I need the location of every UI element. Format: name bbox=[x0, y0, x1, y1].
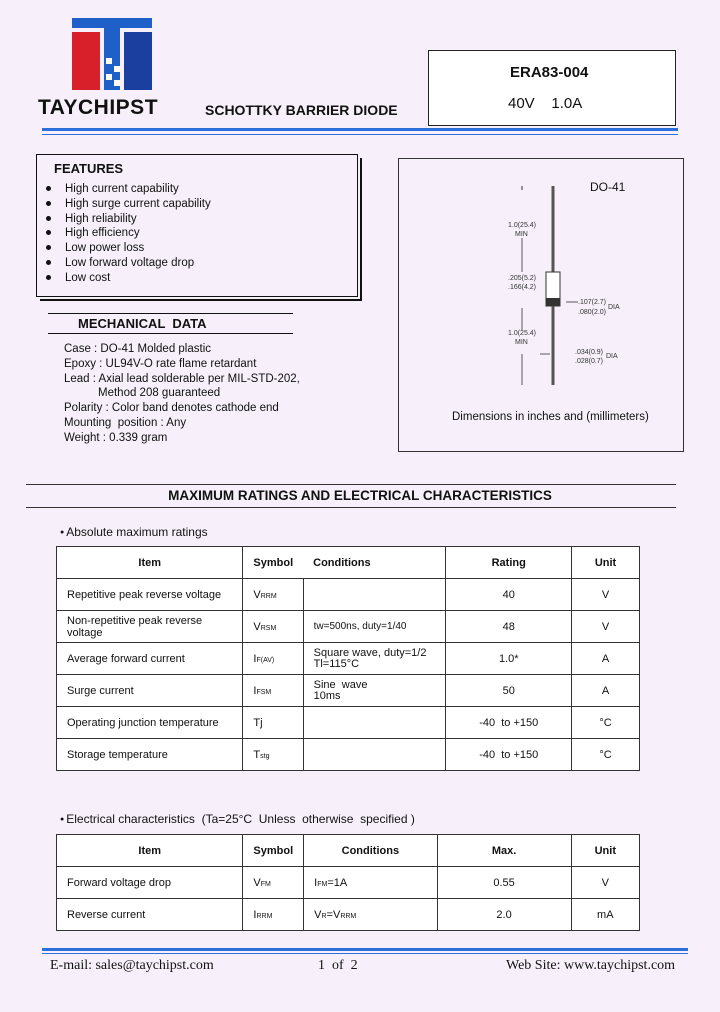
mechanical-line: Epoxy : UL94V-O rate flame retardant bbox=[64, 357, 257, 370]
row-conditions bbox=[303, 707, 446, 739]
elec-table bbox=[56, 834, 640, 931]
row-rating: 50 bbox=[446, 675, 572, 707]
row-unit: °C bbox=[572, 707, 640, 739]
row-conditions bbox=[303, 579, 446, 611]
dim-body-min: .166(4.2) bbox=[508, 284, 537, 291]
row-item: Storage temperature bbox=[57, 739, 243, 771]
section-rule-bottom bbox=[26, 507, 676, 508]
table-row bbox=[57, 579, 640, 611]
col-rating: Rating bbox=[446, 547, 572, 579]
mechanical-list bbox=[64, 342, 300, 446]
table-row bbox=[57, 643, 640, 675]
row-unit: V bbox=[572, 579, 640, 611]
table-row bbox=[57, 739, 640, 771]
dim-lead-bot-min: MIN bbox=[515, 339, 528, 346]
col-symbol: Symbol bbox=[243, 547, 303, 579]
row-conditions: tw=500ns, duty=1/40 bbox=[303, 611, 446, 643]
dim-lead-top: 1.0(25.4) bbox=[508, 222, 537, 229]
feature-item: Low power loss bbox=[44, 241, 211, 256]
row-unit: °C bbox=[572, 739, 640, 771]
row-symbol: Tstg bbox=[243, 739, 303, 771]
section-rule-top bbox=[26, 484, 676, 485]
row-rating: 1.0* bbox=[446, 643, 572, 675]
row-conditions bbox=[303, 739, 446, 771]
table-row bbox=[57, 707, 640, 739]
row-rating: 40 bbox=[446, 579, 572, 611]
dim-body-dia-min: .080(2.0) bbox=[578, 309, 607, 316]
elec-caption: ● Electrical characteristics (Ta=25°C Unless otherwise specified ) bbox=[60, 812, 415, 826]
abs-max-caption: ● Absolute maximum ratings bbox=[60, 525, 208, 539]
part-spec: 40V 1.0A bbox=[508, 95, 583, 112]
dim-body-max: .205(5.2) bbox=[508, 275, 537, 282]
mechanical-line: Weight : 0.339 gram bbox=[64, 431, 168, 444]
feature-item: Low cost bbox=[44, 271, 211, 286]
row-symbol: VRSM bbox=[243, 611, 303, 643]
table-header-row bbox=[57, 547, 640, 579]
row-symbol: Tj bbox=[243, 707, 303, 739]
features-list bbox=[44, 182, 211, 286]
row-unit: V bbox=[571, 867, 639, 899]
product-subtitle: SCHOTTKY BARRIER DIODE bbox=[205, 102, 398, 118]
dim-body-dia-max: .107(2.7) bbox=[578, 299, 607, 306]
row-symbol: IFSM bbox=[243, 675, 303, 707]
row-item: Reverse current bbox=[57, 899, 243, 931]
row-item: Forward voltage drop bbox=[57, 867, 243, 899]
table-row bbox=[57, 611, 640, 643]
mechanical-title: MECHANICAL DATA bbox=[48, 313, 293, 334]
row-rating: -40 to +150 bbox=[446, 739, 572, 771]
row-item: Non-repetitive peak reverse voltage bbox=[57, 611, 243, 643]
col-conditions: Conditions bbox=[304, 835, 437, 867]
feature-item: High efficiency bbox=[44, 226, 211, 241]
table-row bbox=[57, 675, 640, 707]
table-row bbox=[57, 899, 640, 931]
taychipst-logo bbox=[72, 18, 152, 90]
mechanical-line: Mounting position : Any bbox=[64, 416, 187, 429]
row-conditions: IFM=1A bbox=[304, 867, 437, 899]
mechanical-line: Lead : Axial lead solderable per MIL-STD-202, bbox=[64, 372, 300, 385]
row-max: 0.55 bbox=[437, 867, 571, 899]
feature-item: High reliability bbox=[44, 212, 211, 227]
dim-lead-dia-min: .028(0.7) bbox=[575, 358, 604, 365]
row-unit: A bbox=[572, 643, 640, 675]
row-rating: 48 bbox=[446, 611, 572, 643]
col-max: Max. bbox=[437, 835, 571, 867]
row-symbol: IRRM bbox=[243, 899, 304, 931]
dim-body-dia-label: DIA bbox=[608, 304, 620, 311]
header-rule-thin bbox=[42, 134, 678, 135]
mechanical-line: Case : DO-41 Molded plastic bbox=[64, 343, 212, 355]
row-conditions: Sine wave 10ms bbox=[303, 675, 446, 707]
part-number: ERA83-004 bbox=[510, 64, 589, 81]
footer-website: Web Site: www.taychipst.com bbox=[506, 958, 676, 973]
footer-page: 1 of 2 bbox=[318, 958, 358, 973]
features-title: FEATURES bbox=[54, 161, 124, 176]
dimensions-caption: Dimensions in inches and (millimeters) bbox=[452, 411, 649, 423]
row-symbol: IF(AV) bbox=[243, 643, 303, 675]
col-unit: Unit bbox=[571, 835, 639, 867]
row-item: Surge current bbox=[57, 675, 243, 707]
footer-email: E-mail: sales@taychipst.com bbox=[50, 958, 214, 973]
part-number-box bbox=[428, 50, 676, 126]
row-item: Average forward current bbox=[57, 643, 243, 675]
row-rating: -40 to +150 bbox=[446, 707, 572, 739]
abs-max-table bbox=[56, 546, 640, 771]
row-max: 2.0 bbox=[437, 899, 571, 931]
col-unit: Unit bbox=[572, 547, 640, 579]
row-conditions: Square wave, duty=1/2 Tl=115°C bbox=[303, 643, 446, 675]
mechanical-line: Polarity : Color band denotes cathode end bbox=[64, 402, 279, 415]
section-title: MAXIMUM RATINGS AND ELECTRICAL CHARACTERISTICS bbox=[168, 488, 552, 503]
header-rule bbox=[42, 128, 678, 131]
row-conditions: VR=VRRM bbox=[304, 899, 437, 931]
brand-name: TAYCHIPST bbox=[38, 96, 159, 119]
row-symbol: VFM bbox=[243, 867, 304, 899]
footer-rule bbox=[42, 948, 688, 951]
row-symbol: VRRM bbox=[243, 579, 303, 611]
dim-lead-bot: 1.0(25.4) bbox=[508, 330, 537, 337]
row-item: Repetitive peak reverse voltage bbox=[57, 579, 243, 611]
package-name: DO-41 bbox=[590, 180, 626, 194]
feature-item: Low forward voltage drop bbox=[44, 256, 211, 271]
feature-item: High surge current capability bbox=[44, 197, 211, 212]
row-unit: V bbox=[572, 611, 640, 643]
dim-lead-dia-max: .034(0.9) bbox=[575, 349, 604, 356]
table-row bbox=[57, 867, 640, 899]
footer-rule-thin bbox=[42, 953, 688, 954]
mechanical-line: Method 208 guaranteed bbox=[98, 387, 221, 400]
row-item: Operating junction temperature bbox=[57, 707, 243, 739]
col-symbol: Symbol bbox=[243, 835, 304, 867]
table-header-row bbox=[57, 835, 640, 867]
dim-lead-top-min: MIN bbox=[515, 231, 528, 238]
row-unit: A bbox=[572, 675, 640, 707]
feature-item: High current capability bbox=[44, 182, 211, 197]
dim-lead-dia-label: DIA bbox=[606, 353, 618, 360]
col-item: Item bbox=[57, 835, 243, 867]
col-conditions: Conditions bbox=[303, 547, 446, 579]
col-item: Item bbox=[57, 547, 243, 579]
row-unit: mA bbox=[571, 899, 639, 931]
